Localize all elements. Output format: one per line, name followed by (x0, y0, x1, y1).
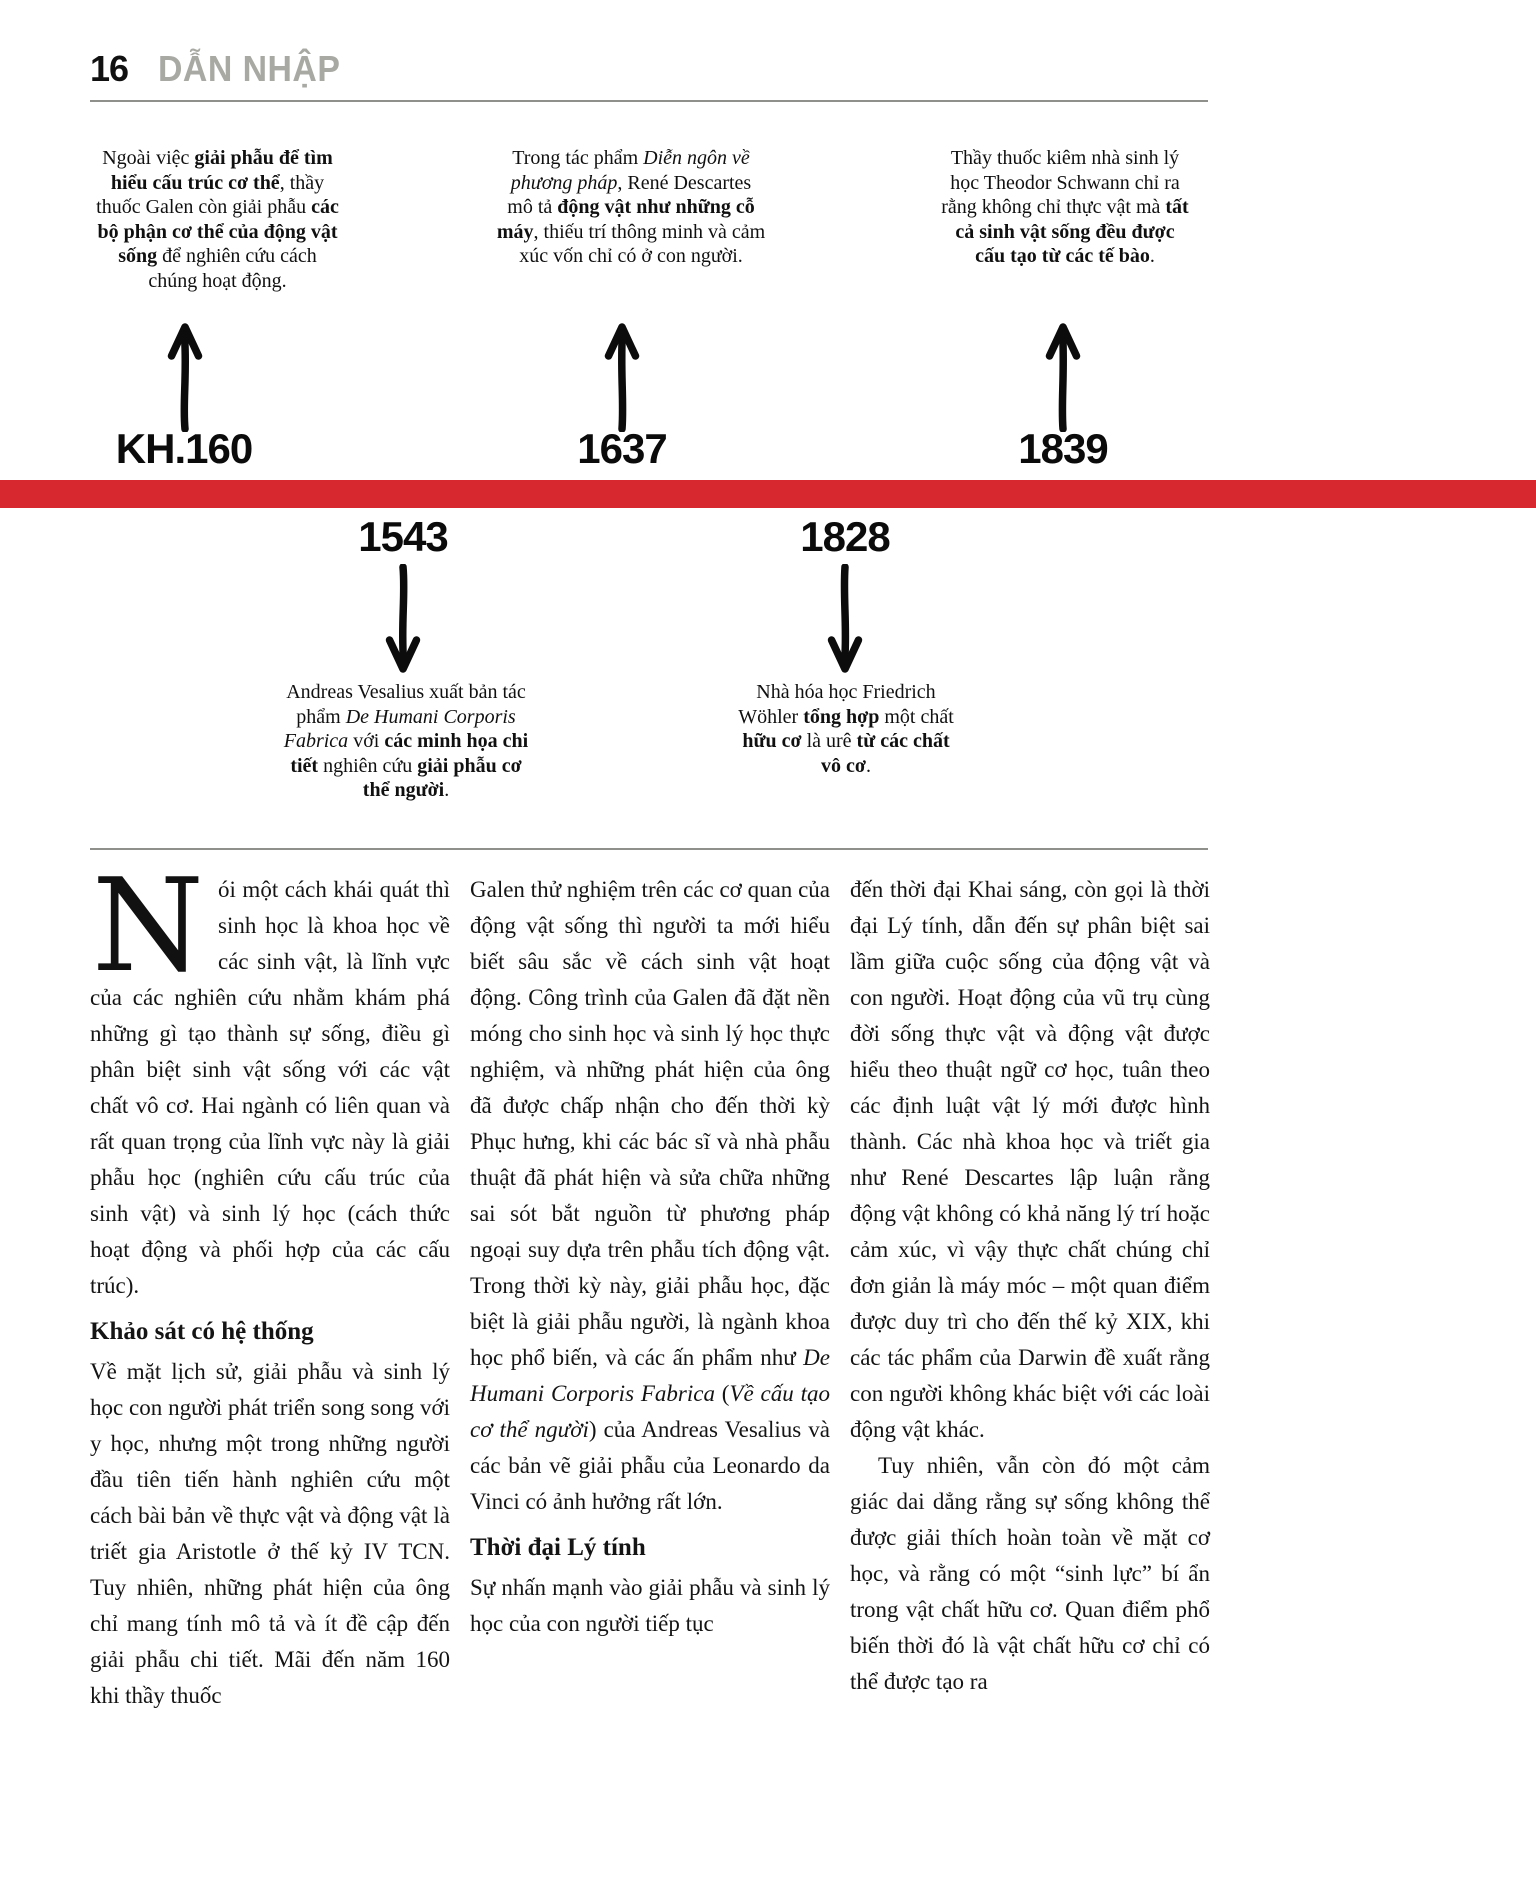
up-arrow-icon (162, 320, 208, 432)
dropcap-letter: N (92, 852, 204, 1001)
article-body (90, 852, 1210, 1714)
paragraph: đến thời đại Khai sáng, còn gọi là thời đại Lý tính, dẫn đến sự phân biệt sai lầm giữa cuộc sống của động vật và con người. Hoạt động của vũ trụ cùng đời sống thực vật và động vật được hiểu theo thuật ngữ cơ học, tuân theo các định luật vật lý mới được hình thành. Các nhà khoa học và triết gia như René Descartes lập luận rằng động vật không có khả năng lý trí hoặc cảm xúc, vì vậy thực chất chúng chỉ đơn giản là máy móc – một quan điểm được duy trì cho đến thế kỷ XIX, khi các tác phẩm của Darwin đề xuất rằng con người không khác biệt với các loài động vật khác. (850, 877, 1210, 1442)
timeline-caption-1839: Thầy thuốc kiêm nhà sinh lý học Theodor Schwann chỉ ra rằng không chỉ thực vật mà tất cả sinh vật sống đều được cấu tạo từ các tế bào. (941, 147, 1189, 267)
paragraph: Tuy nhiên, vẫn còn đó một cảm giác dai dẳng rằng sự sống không thể được giải thích hoàn toàn về mặt cơ học, và rằng có một “sinh lực” bí ẩn trong vật chất hữu cơ. Quan điểm phổ biến thời đó là vật chất hữu cơ chỉ có thể được tạo ra (850, 1453, 1210, 1694)
timeline (0, 0, 1536, 870)
timeline-date-1839: 1839 (1018, 425, 1108, 472)
page-number: 16 (90, 48, 129, 89)
paragraph-text: ói một cách khái quát thì sinh học là khoa học về các sinh vật, là lĩnh vực của các nghiên cứu nhằm khám phá những gì tạo thành sự sống, điều gì phân biệt sinh vật sống với các vật chất vô cơ. Hai ngành có liên quan và rất quan trọng của lĩnh vực này là giải phẫu học (nghiên cứu cấu trúc của sinh vật) và sinh lý học (cách thức hoạt động và phối hợp của các cấu trúc). (90, 877, 450, 1298)
paragraph: Galen thử nghiệm trên các cơ quan của động vật sống thì người ta mới hiểu biết sâu sắc về cách sinh vật hoạt động. Công trình của Galen đã đặt nền móng cho sinh học và sinh lý học thực nghiệm, và những phát hiện của ông đã được chấp nhận cho đến thời kỳ Phục hưng, khi các bác sĩ và nhà phẫu thuật đã phát hiện và sửa chữa những sai sót bắt nguồn từ phương pháp ngoại suy dựa trên phẫu tích động vật. Trong thời kỳ này, giải phẫu học, đặc biệt là giải phẫu người, là ngành khoa học phổ biến, và các ấn phẩm như De Humani Corporis Fabrica (Về cấu tạo cơ thể người) của Andreas Vesalius và các bản vẽ giải phẫu của Leonardo da Vinci có ảnh hưởng rất lớn. (470, 877, 830, 1514)
up-arrow-icon (599, 320, 645, 432)
section-title: DẪN NHẬP (158, 48, 341, 89)
section-divider (90, 848, 1208, 850)
timeline-caption-1828: Nhà hóa học Friedrich Wöhler tổng hợp một chất hữu cơ là urê từ các chất vô cơ. (738, 681, 954, 777)
timeline-caption-kh160: Ngoài việc giải phẫu để tìm hiểu cấu trúc cơ thể, thầy thuốc Galen còn giải phẫu các bộ phận cơ thể của động vật sống để nghiên cứu cách chúng hoạt động. (96, 147, 339, 292)
timeline-date-1543: 1543 (358, 513, 448, 560)
paragraph: Về mặt lịch sử, giải phẫu và sinh lý học con người phát triển song song với y học, nhưng một trong những người đầu tiên tiến hành nghiên cứu một cách bài bản về thực vật và động vật là triết gia Aristotle ở thế kỷ IV TCN. Tuy nhiên, những phát hiện của ông chỉ mang tính mô tả và ít đề cập đến giải phẫu chi tiết. Mãi đến năm 160 khi thầy thuốc (90, 1359, 450, 1708)
paragraph: Sự nhấn mạnh vào giải phẫu và sinh lý học của con người tiếp tục (470, 1575, 830, 1636)
article-column-1 (90, 852, 450, 1714)
article-column-2 (470, 872, 830, 1714)
up-arrow-icon (1040, 320, 1086, 432)
timeline-date-kh160: KH.160 (115, 425, 253, 472)
timeline-caption-1543: Andreas Vesalius xuất bản tác phẩm De Humani Corporis Fabrica với các minh họa chi tiết nghiên cứu giải phẫu cơ thể người. (283, 681, 529, 801)
subheading-khao-sat: Khảo sát có hệ thống (90, 1318, 314, 1345)
timeline-date-1828: 1828 (800, 513, 890, 560)
subheading-thoi-dai: Thời đại Lý tính (470, 1534, 646, 1561)
timeline-bar (0, 480, 1536, 508)
down-arrow-icon (380, 564, 426, 676)
article-column-3 (850, 872, 1210, 1714)
paragraph-intro (90, 852, 450, 1304)
down-arrow-icon (822, 564, 868, 676)
timeline-caption-1637: Trong tác phẩm Diễn ngôn về phương pháp, René Descartes mô tả động vật như những cỗ máy, thiếu trí thông minh và cảm xúc vốn chỉ có ở con người. (496, 147, 766, 267)
timeline-date-1637: 1637 (577, 425, 667, 472)
